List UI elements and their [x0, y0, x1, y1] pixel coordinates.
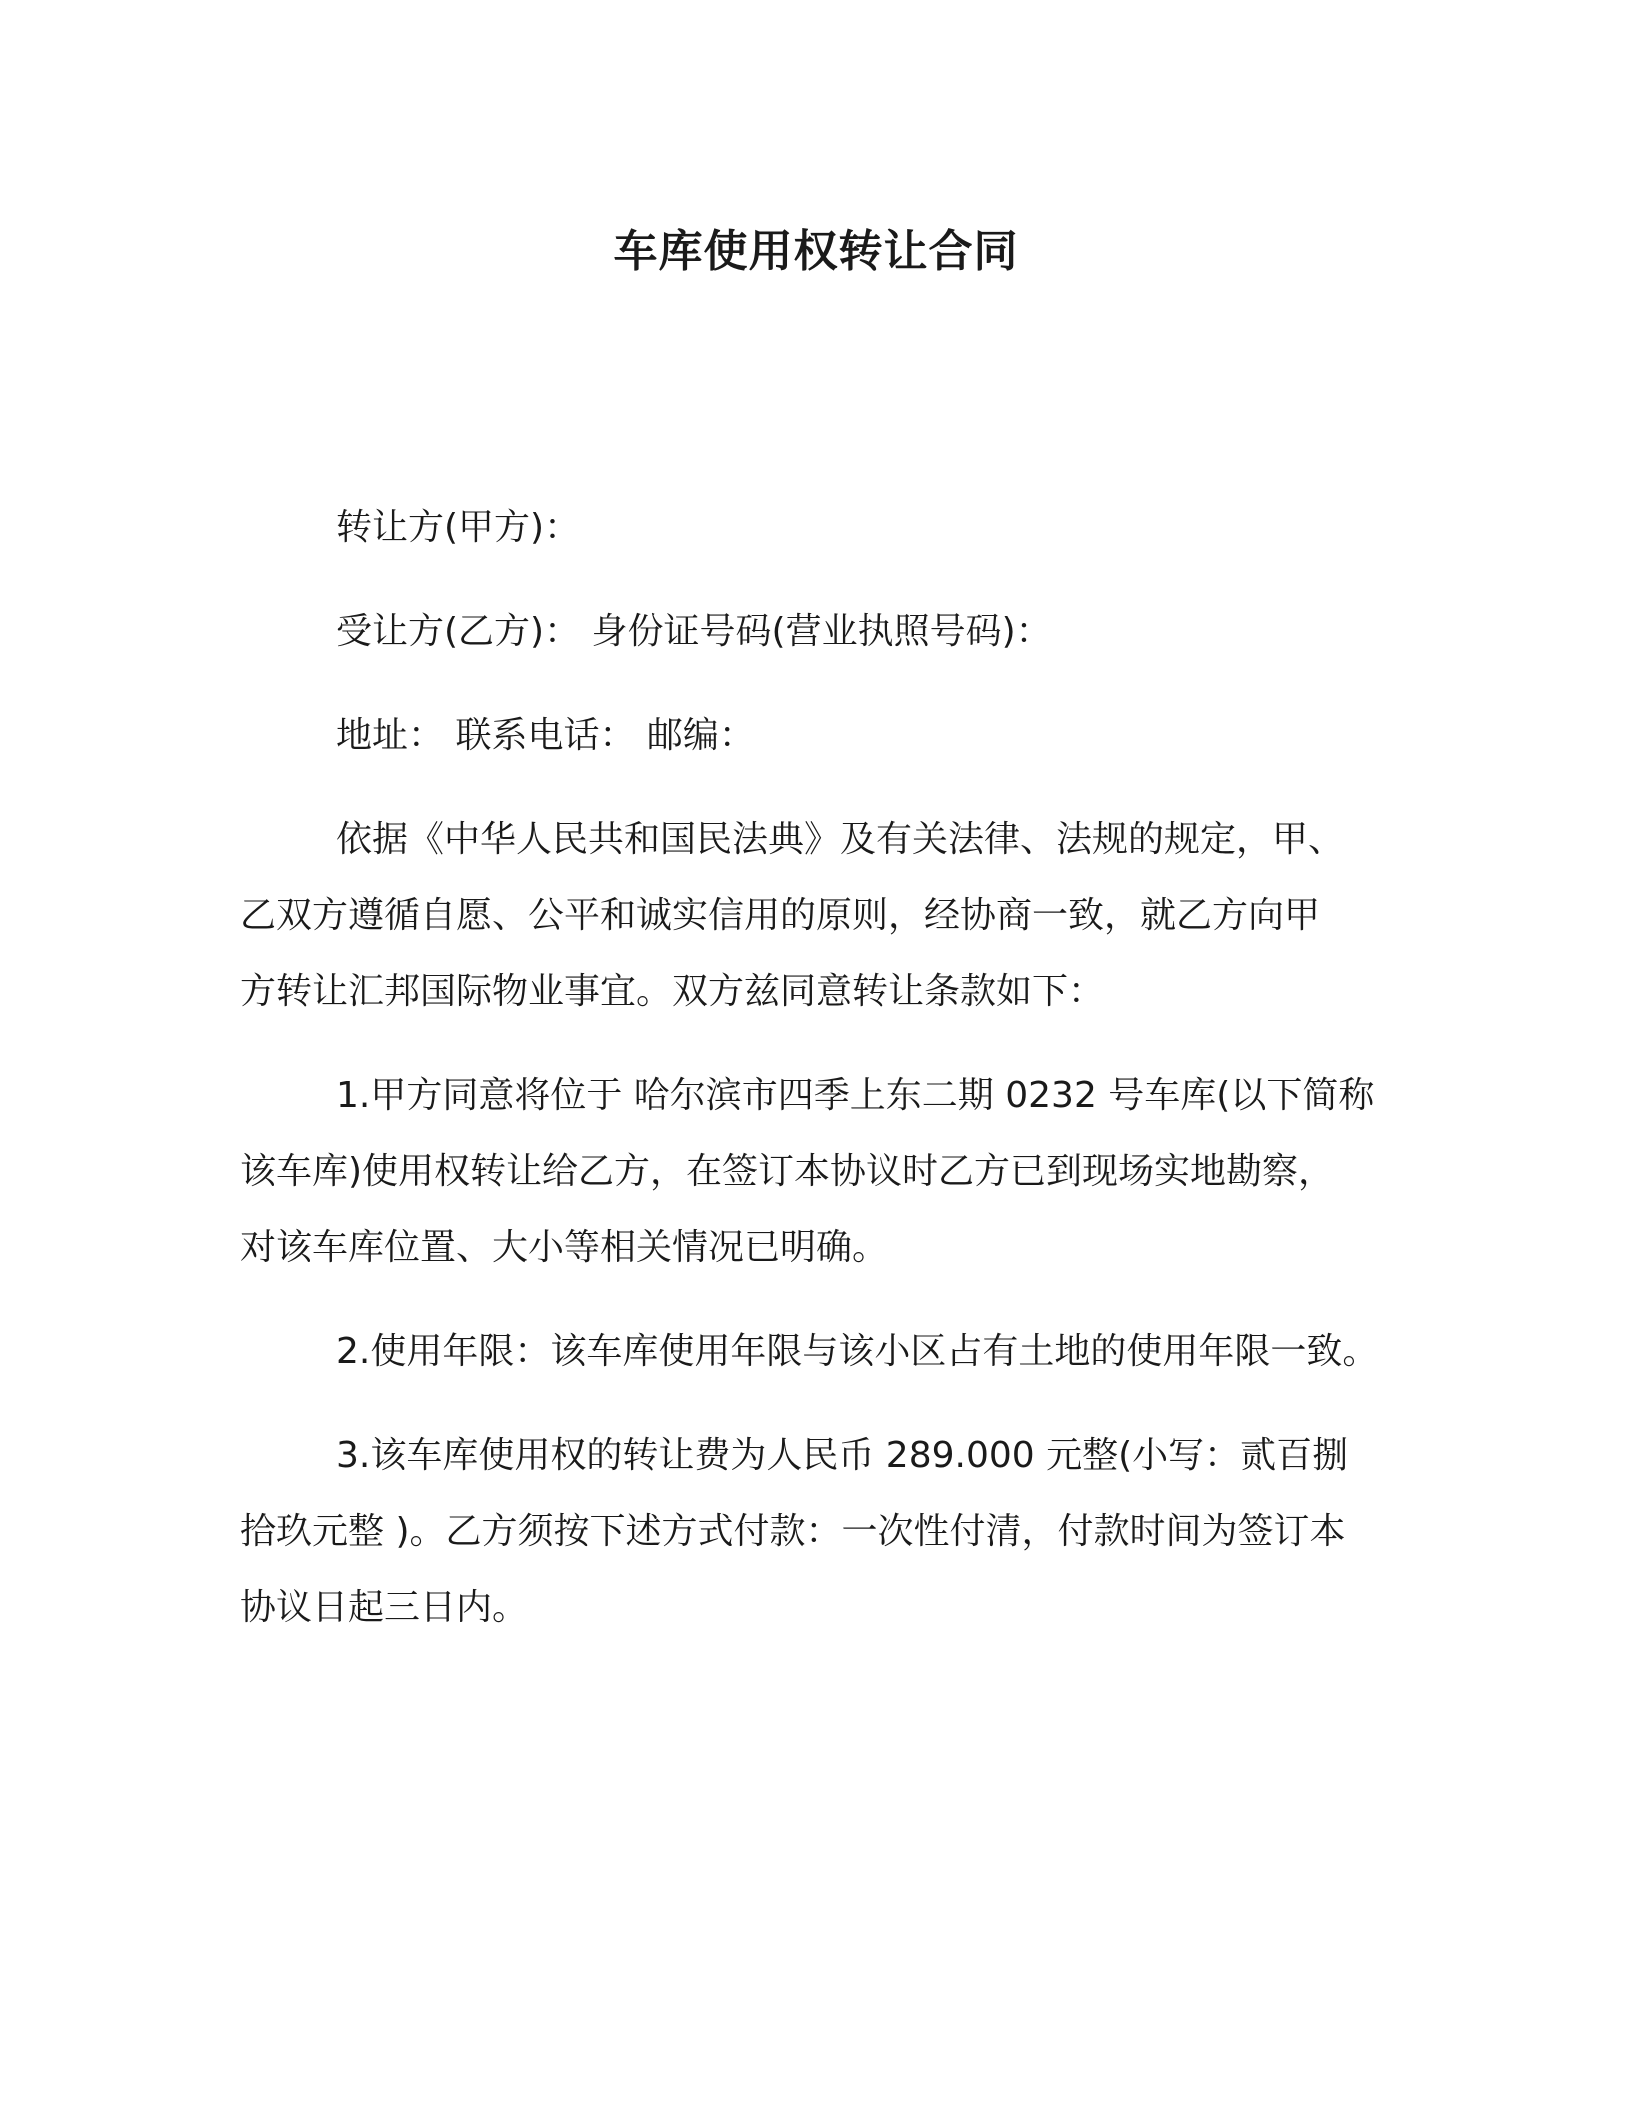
- preamble-paragraph: [240, 802, 1400, 1030]
- clause-line: 拾玖元整 )。乙方须按下述方式付款：一次性付清，付款时间为签订本: [240, 1511, 1346, 1552]
- preamble-line: 依据《中华人民共和国民法典》及有关法律、法规的规定，甲、: [336, 819, 1345, 860]
- clause-1-paragraph: [240, 1058, 1400, 1286]
- clause-line: 对该车库位置、大小等相关情况已明确。: [240, 1227, 889, 1268]
- paragraph-gap: [240, 670, 1400, 698]
- clause-2-paragraph: [240, 1314, 1400, 1390]
- clause-line: 协议日起三日内。: [240, 1587, 529, 1628]
- preamble-line: 乙双方遵循自愿、公平和诚实信用的原则，经协商一致，就乙方向甲: [240, 895, 1321, 936]
- party-a-line: 转让方(甲方)：: [336, 507, 581, 548]
- clause-line: 1.甲方同意将位于 哈尔滨市四季上东二期 0232 号车库(以下简称: [336, 1075, 1375, 1116]
- paragraph-gap: [240, 566, 1400, 594]
- document-title: 车库使用权转让合同: [613, 226, 1019, 277]
- paragraph-gap: [240, 1390, 1400, 1418]
- paragraph-gap: [240, 1286, 1400, 1314]
- clause-line: 3.该车库使用权的转让费为人民币 289.000 元整(小写：贰百捌: [336, 1435, 1349, 1476]
- clause-line: 2.使用年限：该车库使用年限与该小区占有土地的使用年限一致。: [336, 1331, 1379, 1372]
- paragraph-gap: [240, 1030, 1400, 1058]
- document-body: [240, 490, 1400, 1646]
- contact-line: 地址： 联系电话： 邮编：: [336, 715, 755, 756]
- preamble-line: 方转让汇邦国际物业事宜。双方兹同意转让条款如下：: [240, 971, 1105, 1012]
- party-b-line: 受让方(乙方)： 身份证号码(营业执照号码)：: [336, 611, 1052, 652]
- paragraph-gap: [240, 774, 1400, 802]
- clause-3-paragraph: [240, 1418, 1400, 1646]
- clause-line: 该车库)使用权转让给乙方，在签订本协议时乙方已到现场实地勘察，: [240, 1151, 1335, 1192]
